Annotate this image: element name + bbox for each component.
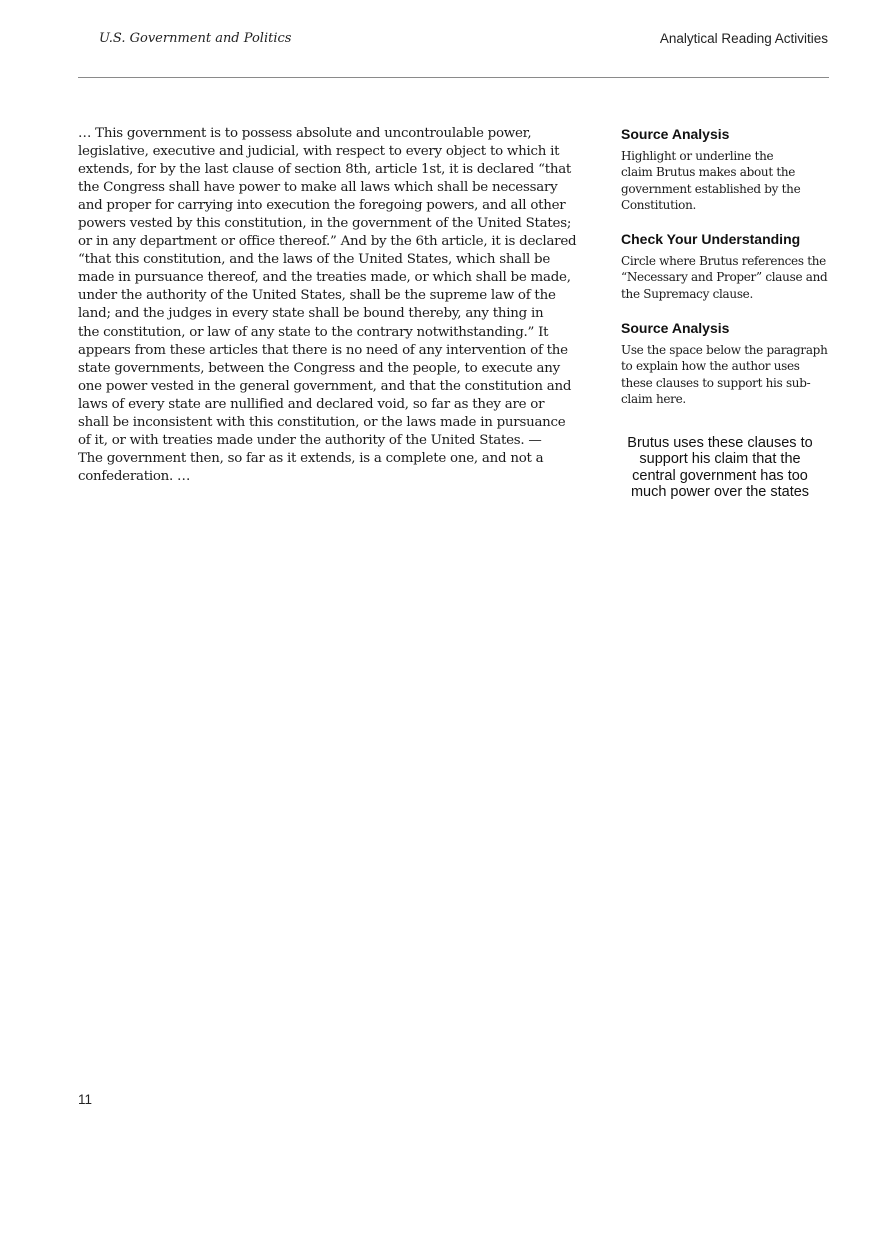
instruction-line: Use the space below the paragraph bbox=[621, 343, 828, 358]
source-analysis-explain bbox=[621, 320, 841, 407]
sidebar-heading: Check Your Understanding bbox=[621, 231, 801, 248]
passage-line: of it, or with treaties made under the authority of the United States. — bbox=[78, 432, 542, 448]
annotation-sidebar bbox=[621, 126, 841, 425]
instruction-line: Constitution. bbox=[621, 197, 697, 212]
answer-line: support his claim that the bbox=[639, 451, 801, 468]
sidebar-instructions bbox=[621, 253, 841, 302]
instruction-line: Highlight or underline the bbox=[621, 149, 774, 163]
instruction-line: government established by the bbox=[621, 181, 801, 196]
passage-line: shall be inconsistent with this constitution, or the laws made in pursuance bbox=[78, 414, 566, 430]
passage-line: appears from these articles that there is no need of any intervention of the bbox=[78, 342, 568, 358]
instruction-line: to explain how the author uses bbox=[621, 359, 800, 374]
passage-line: laws of every state are nullified and declared void, so far as they are or bbox=[78, 396, 545, 412]
instruction-line: the Supremacy clause. bbox=[621, 286, 753, 301]
answer-line: much power over the states bbox=[630, 484, 810, 501]
passage-line: The government then, so far as it extends, is a complete one, and not a bbox=[78, 450, 544, 466]
instruction-line: “Necessary and Proper” clause and bbox=[621, 270, 828, 285]
course-title: U.S. Government and Politics bbox=[99, 31, 292, 46]
passage-line: legislative, executive and judicial, with respect to every object to which it bbox=[78, 144, 560, 160]
passage-line: or in any department or office thereof.” And by the 6th article, it is declared bbox=[78, 234, 577, 250]
passage-line: the constitution, or law of any state to the contrary notwithstanding.” It bbox=[78, 324, 549, 340]
passage-line: … This government is to possess absolute and uncontroulable power, bbox=[78, 126, 532, 141]
sidebar-instructions bbox=[621, 342, 841, 407]
instruction-line: these clauses to support his sub- bbox=[621, 375, 811, 390]
instruction-line: Circle where Brutus references the bbox=[621, 254, 826, 269]
passage-line: and proper for carrying into execution the foregoing powers, and all other bbox=[78, 198, 566, 214]
source-analysis-highlight bbox=[621, 126, 841, 213]
student-answer[interactable] bbox=[612, 435, 828, 501]
check-your-understanding bbox=[621, 231, 841, 302]
sidebar-heading: Source Analysis bbox=[621, 126, 730, 142]
sidebar-instructions bbox=[621, 148, 841, 213]
page-number: 11 bbox=[78, 1092, 93, 1107]
passage-line: one power vested in the general government, and that the constitution and bbox=[78, 378, 572, 394]
passage-line: under the authority of the United States, shall be the supreme law of the bbox=[78, 288, 556, 304]
passage-line: land; and the judges in every state shall be bound thereby, any thing in bbox=[78, 306, 544, 322]
header-divider bbox=[78, 77, 829, 78]
answer-line: Brutus uses these clauses to bbox=[627, 435, 813, 451]
instruction-line: claim here. bbox=[621, 391, 686, 406]
section-title: Analytical Reading Activities bbox=[659, 31, 828, 46]
answer-line: central government has too bbox=[632, 467, 808, 484]
passage-line: powers vested by this constitution, in the government of the United States; bbox=[78, 216, 572, 232]
passage-line: made in pursuance thereof, and the treaties made, or which shall be made, bbox=[78, 270, 571, 286]
passage-line: state governments, between the Congress and the people, to execute any bbox=[78, 360, 560, 376]
passage-line: the Congress shall have power to make all laws which shall be necessary bbox=[78, 180, 558, 196]
sidebar-heading: Source Analysis bbox=[621, 320, 730, 337]
instruction-line: claim Brutus makes about the bbox=[621, 165, 796, 180]
primary-source-passage bbox=[78, 125, 578, 486]
passage-line: extends, for by the last clause of section 8th, article 1st, it is declared “that bbox=[78, 162, 572, 178]
passage-line: confederation. … bbox=[78, 468, 191, 484]
passage-line: “that this constitution, and the laws of the United States, which shall be bbox=[78, 252, 551, 268]
